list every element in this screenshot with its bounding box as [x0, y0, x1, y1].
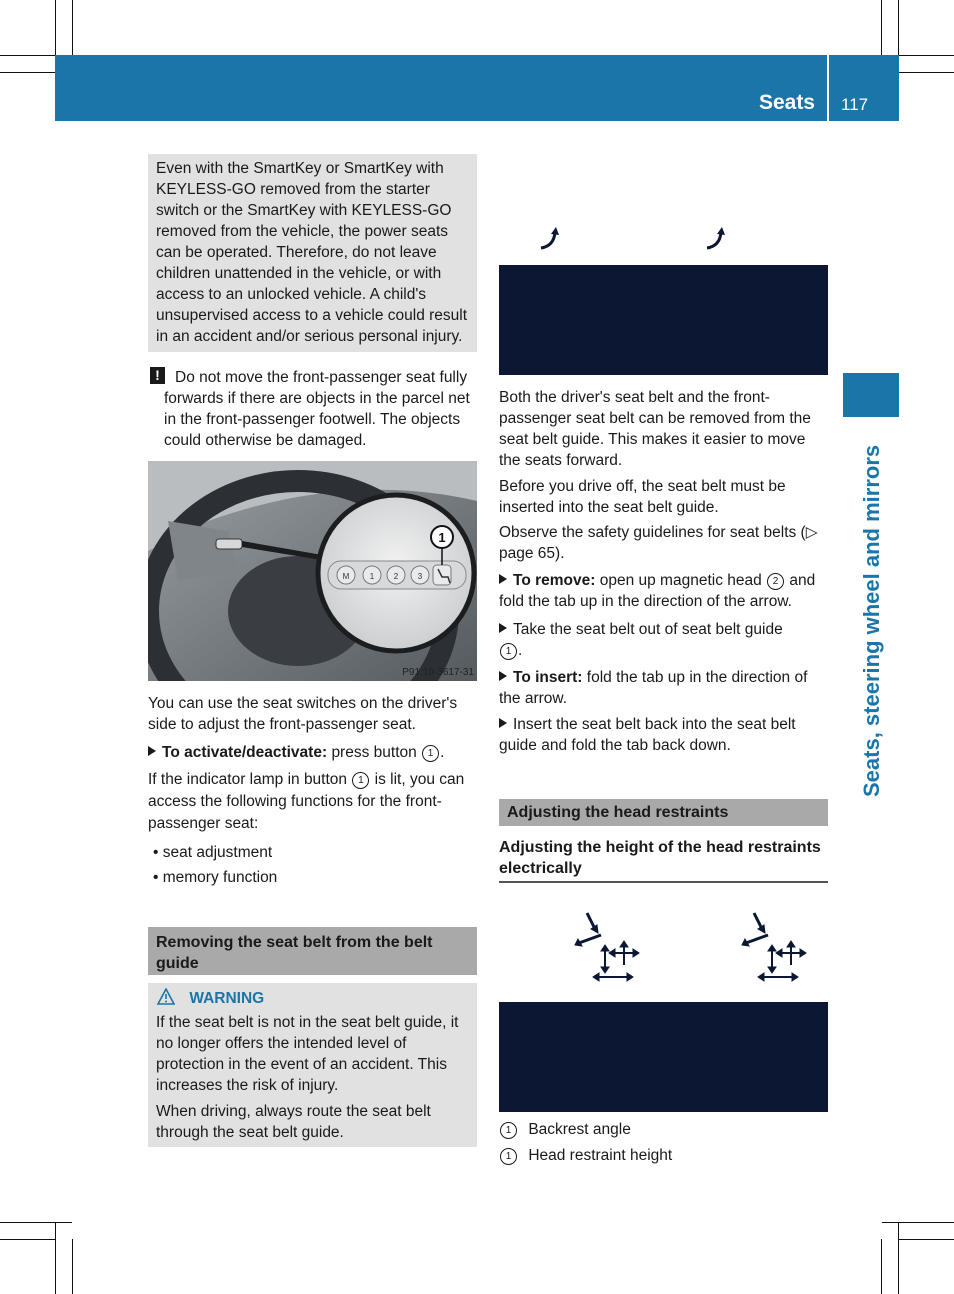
function-list: [153, 842, 473, 892]
activate-end: .: [440, 744, 445, 761]
crop-mark: [898, 1222, 899, 1294]
callout-1-icon: 1: [500, 643, 517, 660]
belt-guide-illustration: [499, 265, 828, 375]
crop-mark: [881, 1239, 882, 1294]
belt-paragraph-2: Before you drive off, the seat belt must be inserted into the seat belt guide.: [499, 478, 786, 516]
belt-warning-box: [148, 983, 477, 1147]
seat-switch-photo: [148, 461, 477, 681]
indicator-paragraph: [148, 769, 478, 835]
callout-number: 1: [438, 530, 446, 545]
crop-mark: [881, 0, 882, 55]
exclamation-icon: !: [150, 367, 165, 384]
list-item: • seat adjustment: [153, 844, 273, 861]
adjust-arrows: [499, 905, 828, 1000]
crop-mark: [72, 0, 73, 55]
crop-mark: [55, 1222, 56, 1294]
warning-paragraph-1: If the seat belt is not in the seat belt guide, it no longer offers the intended level of protection in the event of an accident. This increases the risk of injury.: [156, 1014, 459, 1094]
head-restraint-illustration: [499, 1002, 828, 1112]
dashboard-illustration: [148, 461, 477, 681]
crop-mark: [0, 1222, 72, 1223]
adjust-switch-icons: [499, 905, 828, 1000]
section-title: Seats: [758, 91, 815, 114]
legend-item: 1 Backrest angle: [499, 1119, 828, 1145]
take-out-step: Take the seat belt out of seat belt guide 1 .: [499, 619, 789, 661]
warning-header: [157, 988, 264, 1009]
crop-mark: [0, 55, 55, 56]
memory-slot-3-label: 3: [417, 572, 423, 581]
memory-slot-2-label: 2: [393, 572, 399, 581]
note-text: Do not move the front-passenger seat fully forwards if there are objects in the parcel net in the front-passenger footwell. The objects could otherwise be damaged.: [164, 369, 470, 449]
callout-1-icon: 1: [422, 745, 439, 762]
memory-slot-1-label: 1: [369, 572, 375, 581]
subsection-heading: Adjusting the height of the head restraints electrically: [499, 839, 821, 877]
warning-triangle-icon: [157, 988, 175, 1005]
remove-step: To remove: open up magnetic head 2 and fold the tab up in the direction of the arrow.: [499, 572, 816, 610]
step-arrow-icon: [499, 623, 507, 633]
illustration-legend: [499, 1119, 828, 1171]
intro-text: You can use the seat switches on the driver's side to adjust the front-passenger seat.: [148, 695, 458, 733]
chapter-tab: [843, 373, 899, 417]
legend-item: 1 Head restraint height: [499, 1145, 828, 1171]
indicator-text-a: If the indicator lamp in button: [148, 771, 348, 788]
page-number: 117: [841, 95, 869, 114]
belt-paragraph-1: Both the driver's seat belt and the front-passenger seat belt can be removed from the seat belt guide. This makes it easier to move the seats forward.: [499, 389, 811, 469]
step-arrow-icon: [499, 718, 507, 728]
image-code: P91.10-3617-31: [402, 667, 474, 678]
callout-1-icon: 1: [500, 1122, 517, 1139]
insert-step: To insert: fold the tab up in the direction of the arrow.: [499, 669, 808, 707]
section-heading-head-restraints: Adjusting the head restraints: [499, 799, 828, 826]
safety-reference: Observe the safety guidelines for seat belts (▷ page 65).: [499, 524, 818, 562]
callout-1-icon: 1: [352, 772, 369, 789]
list-item: • memory function: [153, 869, 278, 886]
step-arrow-icon: [148, 746, 156, 756]
header-divider: [827, 55, 829, 121]
arrow-icons: [499, 222, 828, 262]
indicator-text-b: is lit, you can access the following functions for the front-passenger seat:: [148, 771, 465, 832]
callout-2-icon: 2: [767, 573, 784, 590]
warning-title: WARNING: [189, 990, 265, 1007]
page-header: [55, 55, 899, 121]
chapter-label: Seats, steering wheel and mirrors: [859, 444, 884, 797]
crop-mark: [72, 1239, 73, 1294]
warning-paragraph-2: When driving, always route the seat belt through the seat belt guide.: [156, 1103, 431, 1141]
activate-text: press button: [331, 744, 417, 761]
activate-label: To activate/deactivate:: [162, 744, 328, 761]
crop-mark: [882, 1222, 954, 1223]
belt-guide-arrows: [499, 222, 828, 262]
memory-button-label: M: [342, 572, 350, 581]
activate-step: [148, 742, 478, 763]
step-arrow-icon: [499, 574, 507, 584]
crop-mark: [899, 55, 954, 56]
child-warning-box: [148, 154, 477, 352]
section-heading-belt-guide: Removing the seat belt from the belt guide: [148, 927, 477, 975]
crop-mark: [0, 1239, 55, 1240]
callout-1-icon: 1: [500, 1148, 517, 1165]
crop-mark: [899, 1239, 954, 1240]
reinsert-step: Insert the seat belt back into the seat belt guide and fold the tab back down.: [499, 716, 796, 754]
subsection-rule: [499, 881, 828, 883]
child-warning-text: Even with the SmartKey or SmartKey with KEYLESS-GO removed from the starter switch or the SmartKey with KEYLESS-GO removed from the vehicle, the power seats can be operated. Therefore, do not leave children unattended in the vehicle, or with access to an unlocked vehicle. A child's unsupervised access to a vehicle could result in an accident and/or serious personal injury.: [156, 160, 468, 345]
step-arrow-icon: [499, 671, 507, 681]
